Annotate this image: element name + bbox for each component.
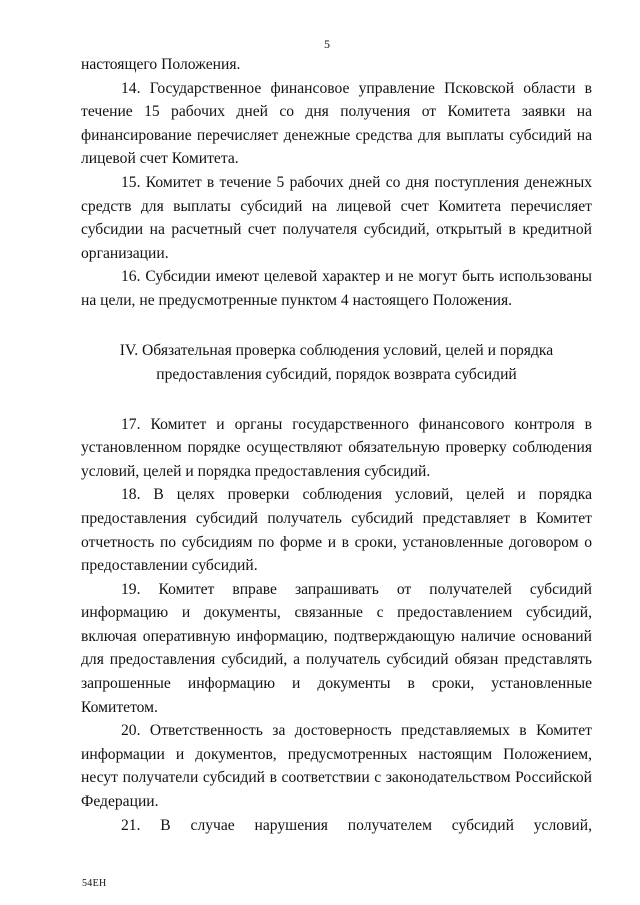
paragraph-16: 16. Субсидии имеют целевой характер и не могут быть использованы на цели, не предусмотренные пунктом 4 настоящего Положения. — [81, 268, 592, 309]
section-heading — [81, 339, 592, 387]
opening-text: настоящего Положения. — [81, 56, 241, 73]
footer-code: 54ЕН — [82, 878, 107, 889]
paragraph-17: 17. Комитет и органы государственного финансового контроля в установленном порядке осуществляют обязательную проверку соблюдения условий, целей и порядка предоставления субсидий. — [81, 415, 592, 480]
document-body — [81, 53, 592, 837]
page-number: 5 — [324, 37, 330, 51]
paragraph-14: 14. Государственное финансовое управление Псковской области в течение 15 рабочих дней со дня получения от Комитета заявки на финансирование перечисляет денежные средства для выплаты субсидий на лицевой счет Комитета. — [81, 79, 592, 168]
paragraph-19: 19. Комитет вправе запрашивать от получателей субсидий информацию и документы, связанные с предоставлением субсидий, включая оперативную информацию, подтверждающую наличие оснований для предоставления субсидий, а получатель субсидий обязан представлять запрошенные информацию и документы в сроки, установленные Комитетом. — [81, 580, 592, 716]
section-heading-line-1: IV. Обязательная проверка соблюдения условий, целей и порядка — [119, 341, 554, 359]
section-heading-line-2: предоставления субсидий, порядок возврата субсидий — [156, 365, 517, 383]
paragraph-21: 21. В случае нарушения получателем субсидий условий, — [121, 816, 592, 834]
paragraph-18: 18. В целях проверки соблюдения условий, целей и порядка предоставления субсидий получатель субсидий представляет в Комитет отчетность по субсидиям по форме и в сроки, установленные договором о предоставлении субсидий. — [81, 486, 592, 575]
paragraph-15: 15. Комитет в течение 5 рабочих дней со дня поступления денежных средств для выплаты субсидий на лицевой счет Комитета перечисляет субсидии на расчетный счет получателя субсидий, открытый в кредитной организации. — [81, 173, 592, 262]
paragraph-20: 20. Ответственность за достоверность представляемых в Комитет информации и документов, предусмотренных настоящим Положением, несут получатели субсидий в соответствии с законодательством Российской Федерации. — [81, 722, 592, 811]
